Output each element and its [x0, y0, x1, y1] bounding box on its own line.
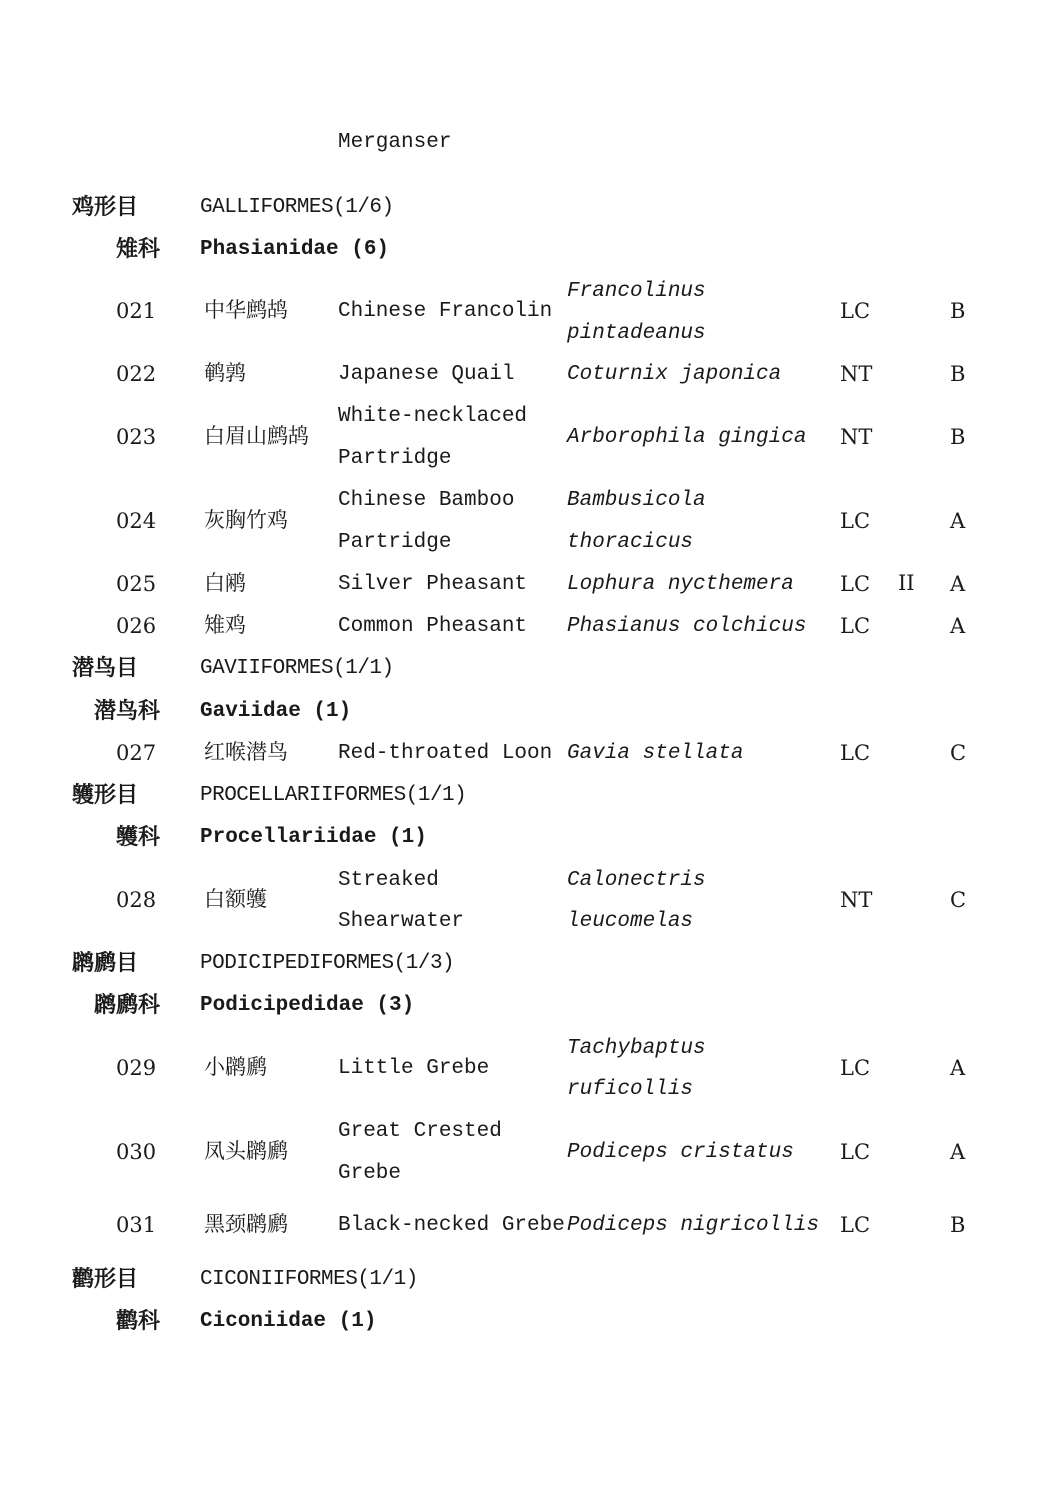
species-en-name: Great Crested	[338, 1120, 502, 1143]
iucn-status: LC	[840, 741, 871, 765]
family-cn: 潜鸟科	[93, 698, 160, 724]
category: C	[950, 888, 967, 912]
order-en: PROCELLARIIFORMES(1/1)	[200, 784, 467, 807]
family-cn: 雉科	[115, 236, 160, 262]
species-number: 030	[116, 1140, 157, 1164]
species-number: 023	[116, 425, 157, 449]
category: A	[950, 509, 966, 533]
species-sci-name: Podiceps cristatus	[567, 1141, 794, 1164]
species-number: 025	[116, 572, 157, 596]
species-cn-name: 白额鹱	[204, 887, 267, 911]
species-en-name: Chinese Bamboo	[338, 489, 515, 512]
species-sci-name: Coturnix japonica	[567, 363, 782, 386]
species-sci-name: Arborophila gingica	[567, 426, 807, 449]
iucn-status: LC	[840, 1213, 871, 1237]
category: A	[950, 572, 966, 596]
iucn-status: LC	[840, 299, 871, 323]
family-cn: 鹱科	[115, 824, 160, 850]
iucn-status: NT	[840, 888, 873, 912]
species-cn-name: 红喉潜鸟	[204, 740, 288, 764]
species-number: 026	[116, 614, 157, 638]
family-en: Ciconiidae (1)	[200, 1310, 377, 1333]
species-number: 022	[116, 362, 157, 386]
category: A	[950, 1140, 966, 1164]
species-sci-name: Gavia stellata	[567, 742, 744, 765]
order-en: GAVIIFORMES(1/1)	[200, 657, 394, 680]
species-cn-name: 灰胸竹鸡	[204, 508, 288, 532]
species-cn-name: 雉鸡	[204, 613, 246, 637]
category: A	[950, 1056, 966, 1080]
species-cn-name: 中华鹧鸪	[204, 298, 288, 322]
species-number: 028	[116, 888, 157, 912]
species-en-name-line2: Shearwater	[338, 910, 465, 933]
family-en: Phasianidae (6)	[200, 238, 390, 261]
species-cn-name: 白鹇	[204, 571, 246, 595]
species-en-name: White-necklaced	[338, 405, 528, 428]
iucn-status: LC	[840, 509, 871, 533]
iucn-status: LC	[840, 1056, 871, 1080]
category: B	[950, 299, 966, 323]
species-en-name: Chinese Francolin	[338, 300, 553, 323]
species-en-name-line2: Partridge	[338, 531, 452, 554]
species-sci-name: Bambusicola	[567, 489, 706, 512]
order-en: PODICIPEDIFORMES(1/3)	[200, 952, 455, 975]
species-en-name: Silver Pheasant	[338, 573, 528, 596]
category: B	[950, 425, 966, 449]
species-number: 021	[116, 299, 157, 323]
species-cn-name: 鹌鹑	[204, 361, 246, 385]
order-cn: 䴙䴘目	[72, 950, 139, 976]
species-sci-name: Tachybaptus	[567, 1037, 706, 1060]
species-cn-name: 小䴙䴘	[204, 1055, 267, 1079]
category: B	[950, 362, 966, 386]
species-cn-name: 凤头䴙䴘	[204, 1139, 288, 1163]
iucn-status: NT	[840, 425, 873, 449]
species-en-name: Black-necked Grebe	[338, 1214, 565, 1237]
species-sci-name-line2: thoracicus	[567, 531, 694, 554]
family-en: Procellariidae (1)	[200, 826, 427, 849]
species-sci-name: Phasianus colchicus	[567, 615, 807, 638]
category: A	[950, 614, 966, 638]
species-en-name-line2: Grebe	[338, 1162, 402, 1185]
iucn-status: LC	[840, 572, 871, 596]
species-number: 024	[116, 509, 157, 533]
continued-name: Merganser	[338, 131, 452, 154]
species-en-name: Little Grebe	[338, 1057, 490, 1080]
species-en-name: Streaked	[338, 869, 439, 892]
species-sci-name: Calonectris	[567, 869, 706, 892]
order-cn: 鸡形目	[72, 194, 139, 220]
species-cn-name: 白眉山鹧鸪	[204, 424, 309, 448]
order-cn: 鹱形目	[72, 782, 139, 808]
family-cn: 䴙䴘科	[93, 992, 160, 1018]
species-sci-name: Podiceps nigricollis	[567, 1214, 820, 1237]
species-sci-name-line2: pintadeanus	[567, 322, 706, 345]
category: C	[950, 741, 967, 765]
protection-level: II	[898, 571, 915, 595]
species-sci-name: Francolinus	[567, 280, 706, 303]
species-en-name: Common Pheasant	[338, 615, 528, 638]
species-en-name-line2: Partridge	[338, 447, 452, 470]
iucn-status: LC	[840, 614, 871, 638]
species-en-name: Japanese Quail	[338, 363, 515, 386]
species-sci-name: Lophura nycthemera	[567, 573, 794, 596]
category: B	[950, 1213, 966, 1237]
family-cn: 鹳科	[115, 1308, 160, 1334]
species-number: 029	[116, 1056, 157, 1080]
order-en: CICONIIFORMES(1/1)	[200, 1268, 418, 1291]
species-sci-name-line2: leucomelas	[567, 910, 694, 933]
iucn-status: LC	[840, 1140, 871, 1164]
family-en: Gaviidae (1)	[200, 700, 352, 723]
species-number: 031	[116, 1213, 157, 1237]
species-number: 027	[116, 741, 157, 765]
family-en: Podicipedidae (3)	[200, 994, 415, 1017]
order-en: GALLIFORMES(1/6)	[200, 196, 394, 219]
order-cn: 鹳形目	[72, 1266, 139, 1292]
iucn-status: NT	[840, 362, 873, 386]
species-sci-name-line2: ruficollis	[567, 1078, 694, 1101]
species-cn-name: 黑颈䴙䴘	[204, 1212, 288, 1236]
species-en-name: Red-throated Loon	[338, 742, 553, 765]
order-cn: 潜鸟目	[72, 655, 139, 681]
